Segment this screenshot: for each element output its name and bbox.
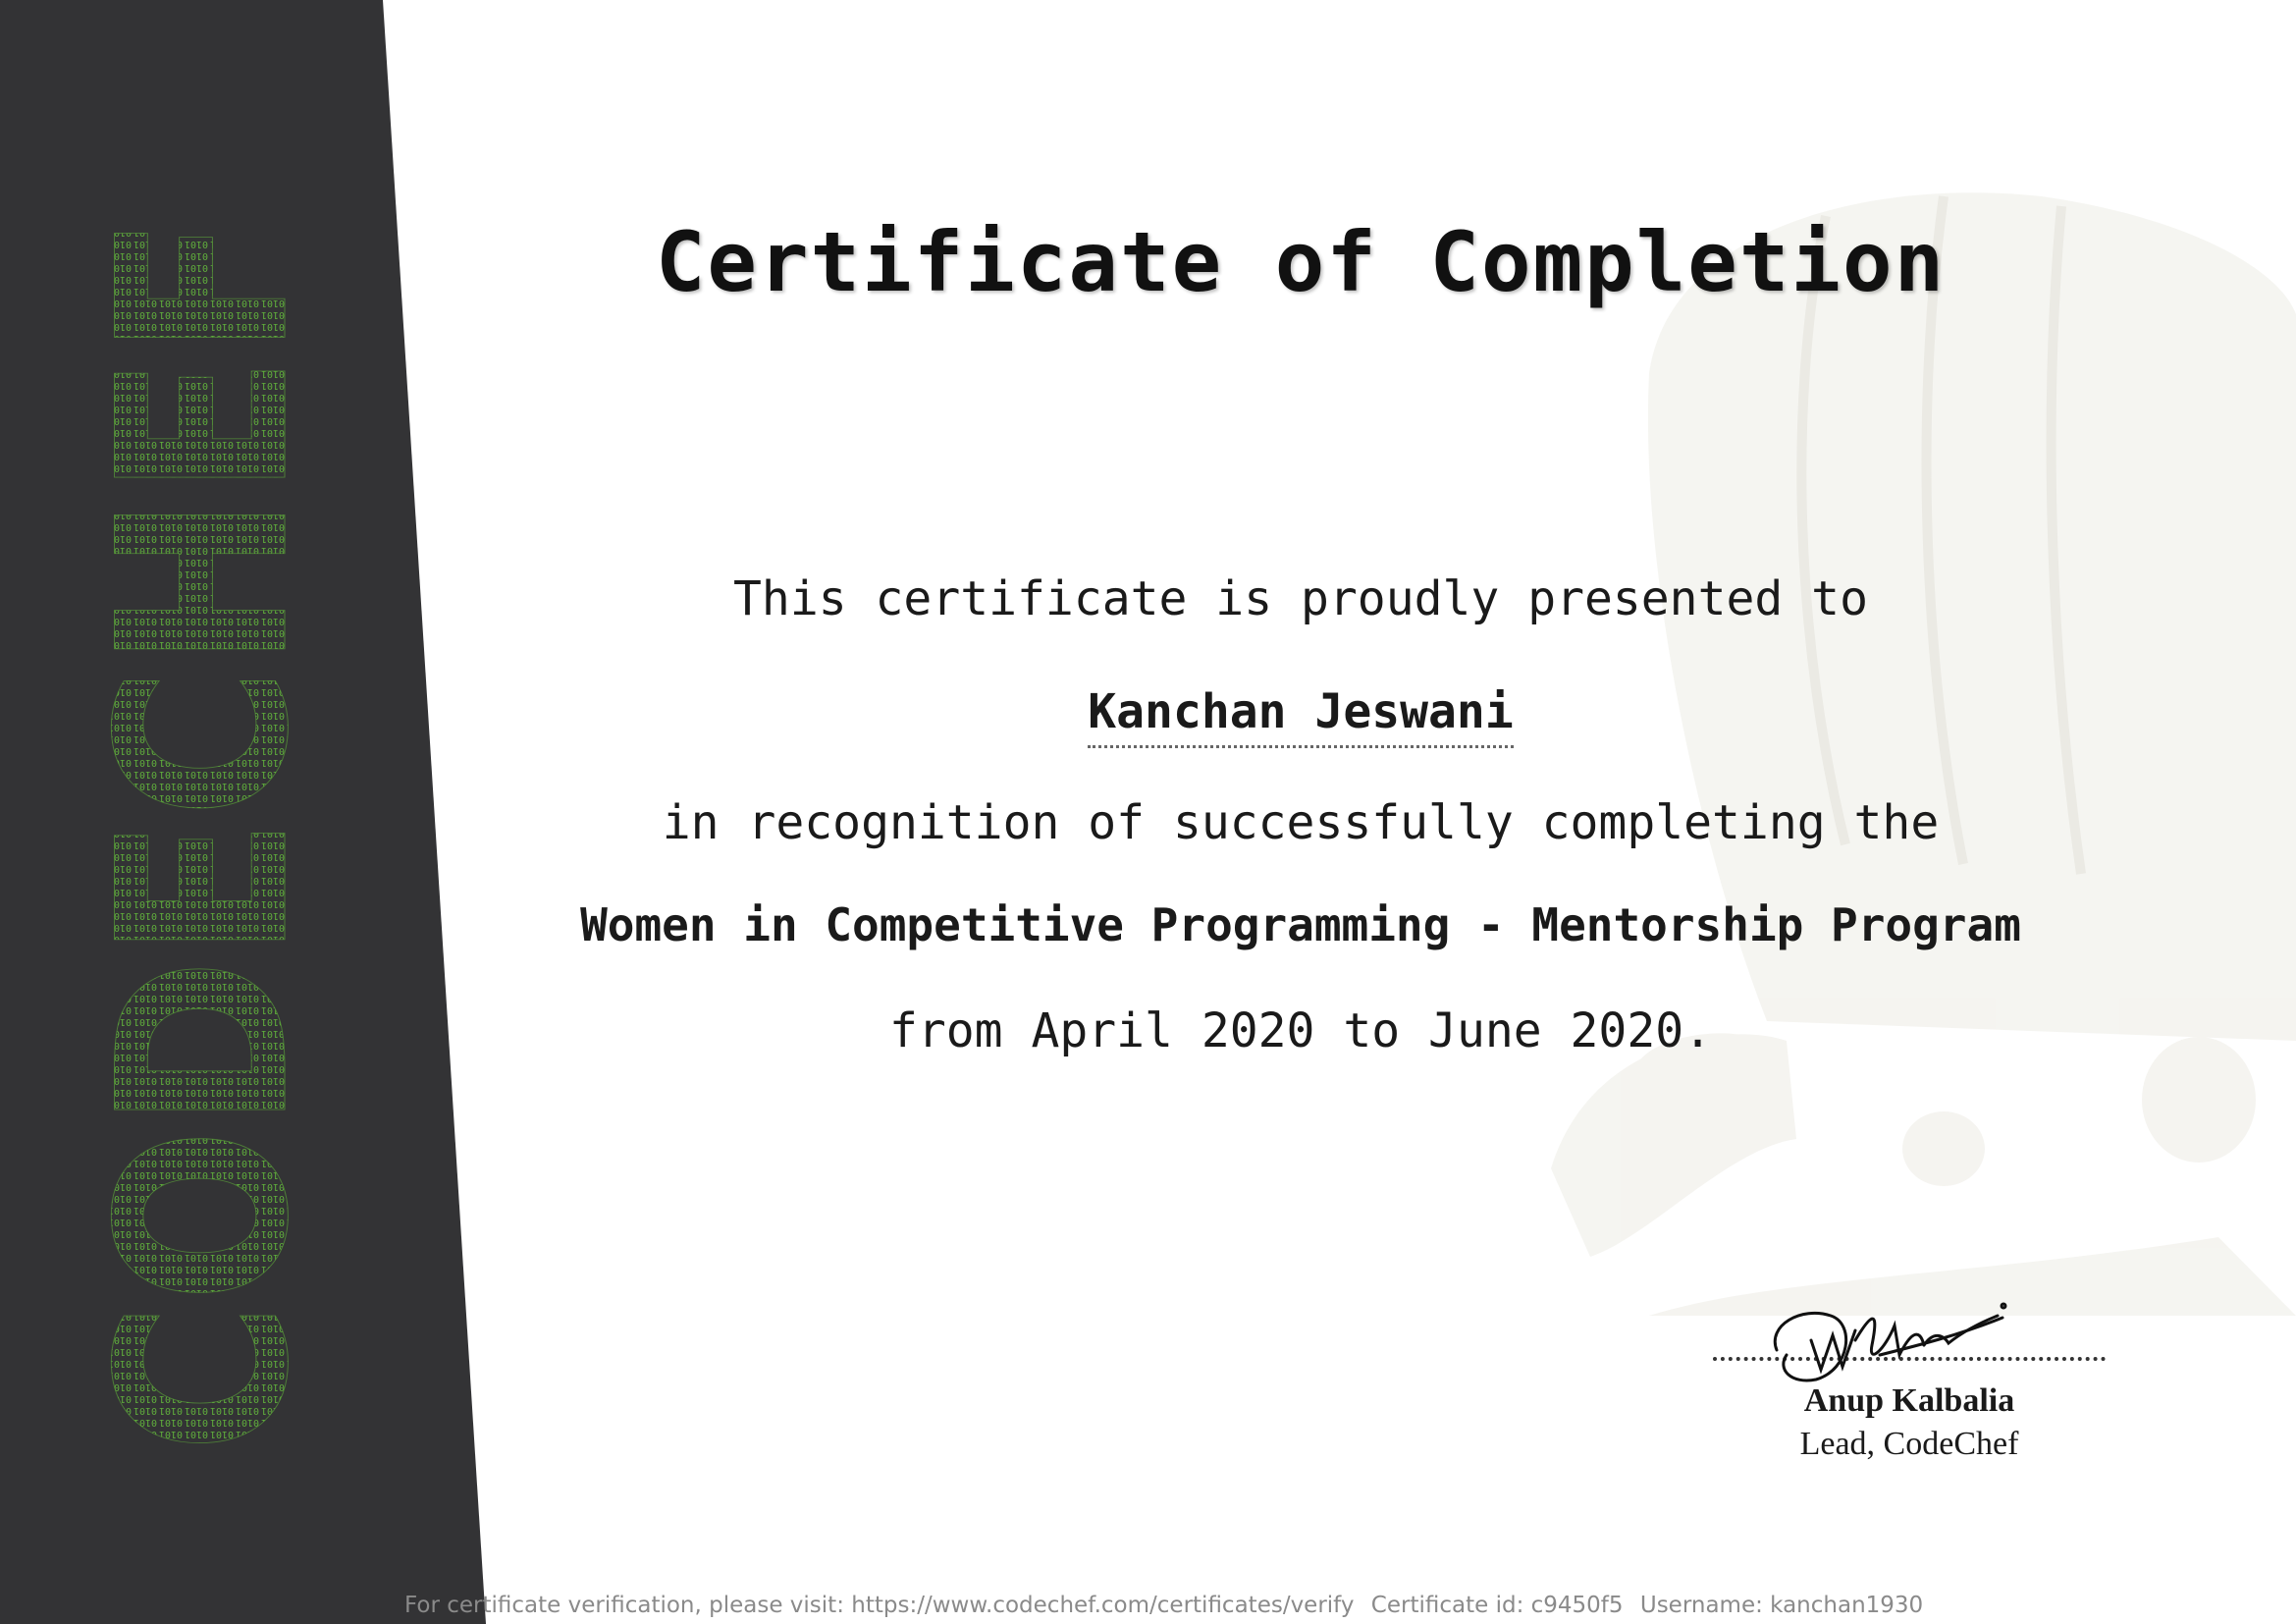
program-name: Women in Competitive Programming - Mentorship Program <box>580 898 2021 951</box>
recognition-text: in recognition of successfully completing the <box>662 795 1940 850</box>
recipient-name: Kanchan Jeswani <box>1088 684 1513 748</box>
signature-block <box>1713 1296 2106 1473</box>
svg-text:CODECHEF: CODECHEF <box>69 42 341 1453</box>
codechef-logo <box>69 42 341 1458</box>
verification-text: For certificate verification, please visit: https://www.codechef.com/certificates/verify <box>404 1593 1355 1618</box>
certificate-title: Certificate of Completion <box>655 214 1947 310</box>
handwritten-signature <box>1762 1296 2007 1384</box>
username: Username: kanchan1930 <box>1639 1593 1924 1618</box>
signer-name: Anup Kalbalia <box>1803 1382 2015 1419</box>
certificate-id: Certificate id: c9450f5 <box>1370 1593 1624 1618</box>
recipient-name-line <box>491 684 2110 748</box>
signer-title: Lead, CodeChef <box>1799 1426 2019 1462</box>
presented-text: This certificate is proudly presented to <box>733 571 1868 626</box>
program-dates: from April 2020 to June 2020. <box>888 1003 1713 1058</box>
verification-footer <box>404 1593 1933 1618</box>
